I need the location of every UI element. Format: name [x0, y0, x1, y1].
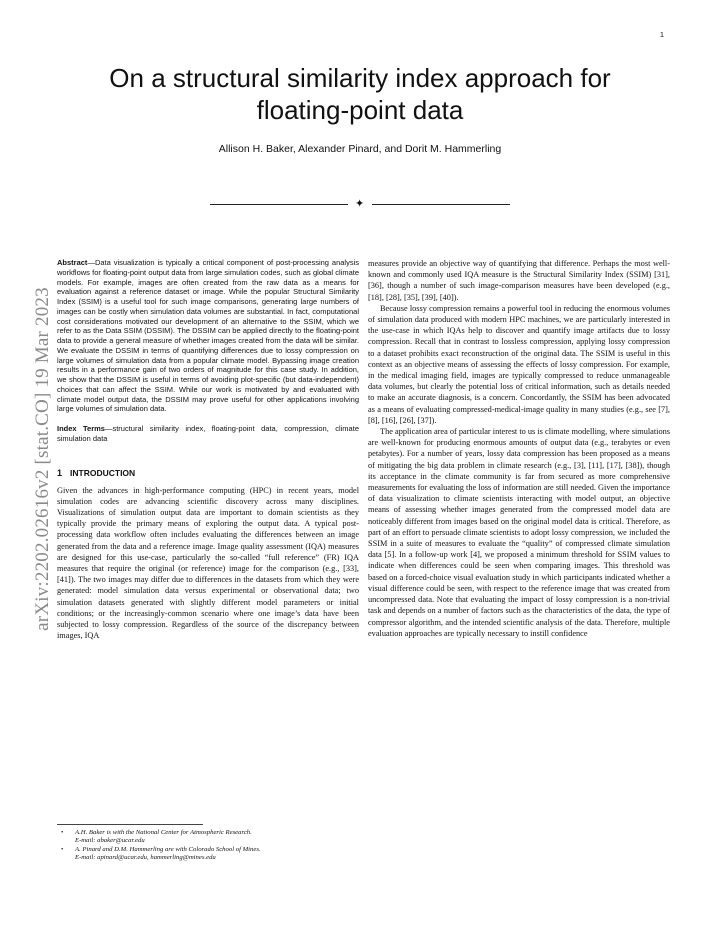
abstract	[57, 258, 359, 414]
page-number: 1	[659, 30, 664, 39]
index-terms	[57, 424, 359, 444]
right-column	[368, 258, 670, 639]
title-line-2: floating-point data	[256, 95, 464, 125]
right-paragraph-1: measures provide an objective way of quantifying that difference. Perhaps the most well-known and commonly used IQA measure is the Structural Similarity Index (SSIM) [31], [36], though a number of such image-comparison measures have been developed (e.g., [18], [28], [35], [39], [40]).	[368, 259, 670, 302]
title-divider	[210, 198, 510, 210]
right-paragraph-2: Because lossy compression remains a powerful tool in reducing the enormous volumes of simulation data produced with modern HPC machines, we are particularly interested in the use-case in which IQAs help to discover and quantify image artifacts due to lossy compression. Recall that in contrast to lossless compression, applying lossy compression to a dataset prohibits exact reconstruction of the original data. The SSIM is useful in this context as an objective means of assessing the effects of lossy compression. For example, in the medical imaging field, images are typically compressed to reduce unmanageable data volumes, but clearly the potential loss of critical information, such as details needed to make an accurate diagnosis, is a concern. Concordantly, the SSIM has been advocated as a means of evaluating compressed-medical-image quality in many studies (e.g., see [7], [8], [16], [26], [37]).	[368, 303, 670, 425]
abstract-label: Abstract	[57, 258, 88, 267]
author-list: Allison H. Baker, Alexander Pinard, and Dorit M. Hammerling	[218, 143, 502, 155]
footnote-email: E-mail: apinard@ucar.edu, hammerling@mines.edu	[75, 854, 216, 862]
section-title: INTRODUCTION	[70, 467, 136, 478]
divider-line-right	[372, 204, 510, 205]
paper-title	[60, 62, 660, 126]
arxiv-sidebar	[28, 245, 52, 675]
arxiv-identifier: arXiv:2202.02616v2 [stat.CO] 19 Mar 2023	[32, 287, 53, 631]
index-terms-label: Index Terms	[57, 424, 105, 433]
divider-line-left	[210, 204, 348, 205]
footnote-rule	[57, 824, 203, 825]
footnote-email: E-mail: abaker@ucar.edu	[75, 837, 145, 845]
right-paragraph-3: The application area of particular interest to us is climate modelling, where simulations are well-known for producing enormous amounts of output data (e.g., terabytes or even petabytes). For a number of years, lossy data compression has been proposed as a means of mitigating the big data problem in climate research (e.g., [3], [11], [17], [38]), though its acceptance in the climate community is far from secured as more comprehensive measurements for evaluating the loss of information are still needed. Given the importance of data visualization to climate scientists interacting with model output, an objective means of assessing whether images generated from the compressed model data are noticeably different from images based on the original model data is critical. Therefore, as part of an effort to persuade climate scientists to adopt lossy compression, we included the SSIM in a suite of measures to evaluate the “quality” of compressed climate simulation data [5]. In a follow-up work [4], we proposed a minimum threshold for SSIM values to indicate when differences could be seen when comparing images. This threshold was based on a forced-choice visual evaluation study in which participants indicated whether a visual difference could be seen, with respect to the reference image that was created from uncompressed data. Note that evaluating the impact of lossy compression is a non-trivial task and depends on a number of factors such as the characteristics of the data, the type of compressor algorithm, and the intended scientific analysis of the data. Therefore, multiple evaluation approaches are typically necessary to instill confidence	[368, 427, 670, 638]
section-number: 1	[57, 467, 63, 478]
left-column	[57, 258, 359, 641]
footnotes	[57, 829, 359, 863]
footnote-item	[71, 829, 359, 846]
intro-paragraph-1: Given the advances in high-performance computing (HPC) in recent years, model simulation codes are advancing scientific discovery across many disciplines. Visualizations of simulation output data are important to domain scientists as they typically provide the primary means of exploring the output data. A typical post-processing data workflow often includes evaluating the differences between an image generated from the data and a reference image. Image quality assessment (IQA) measures are designed for this use-case, particularly the so-called “full reference” (FR) IQA measures that require the original (or reference) image for the comparison (e.g., [33], [41]). The two images may differ due to differences in the datasets from which they were generated: model simulation data versus experimental or observational data; two simulation datasets generated with slightly different model parameters or initial conditions; or the increasingly-common scenario where one image’s data have been subjected to lossy compression. Regardless of the source of the discrepancy between images, IQA	[57, 485, 359, 641]
divider-diamond-icon: ✦	[355, 198, 365, 210]
footnote-line: • A. Pinard and D.M. Hammerling are with Colorado School of Mines.	[75, 845, 261, 853]
index-terms-text: —structural similarity index, floating-point data, compression, climate simulation data	[57, 424, 359, 443]
section-heading-introduction	[57, 468, 359, 478]
footnote-item	[71, 846, 359, 863]
footnote-line: • A.H. Baker is with the National Center for Atmospheric Research.	[75, 829, 252, 836]
title-line-1: On a structural similarity index approach for	[109, 63, 611, 93]
abstract-text: —Data visualization is typically a critical component of post-processing analysis workflows for floating-point output data from large simulation codes, such as global climate models. For example, images are often created from the raw data as a means for evaluation against a reference dataset or image. While the popular Structural Similarity Index (SSIM) is a useful tool for such image comparisons, generating large numbers of images can be costly when simulation data volumes are substantial. In fact, computational cost considerations motivated our development of an alternative to the SSIM, which we refer to as the Data SSIM (DSSIM). The DSSIM can be applied directly to the floating-point data to provide a general measure of whether images created from the data will be similar. We evaluate the DSSIM in terms of quantifying differences due to lossy compression on large volumes of simulation data from a popular climate model. Bypassing image creation results in a performance gain of two orders of magnitude for this case study. In addition, we show that the DSSIM is useful in terms of avoiding plot-specific (but data-independent) choices that can affect the SSIM. While our work is motivated by and evaluated with climate model output data, the DSSIM may prove useful for other applications involving large volumes of simulation data.	[57, 258, 359, 414]
